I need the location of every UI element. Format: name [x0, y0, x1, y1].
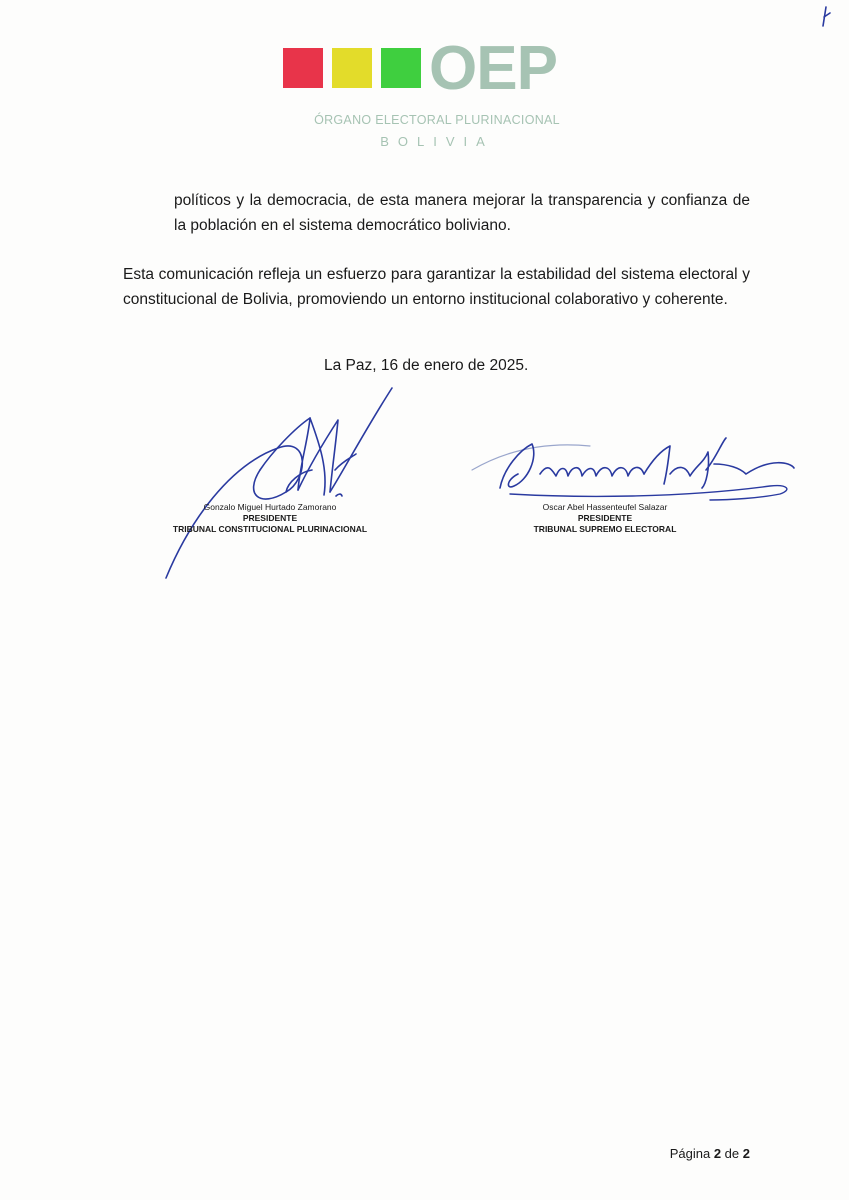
page-number	[640, 1146, 750, 1161]
page-total: 2	[742, 1146, 750, 1161]
logo-green-square	[381, 48, 421, 88]
left-signatory-block	[170, 502, 370, 535]
right-signatory-block	[505, 502, 705, 535]
page-label: Página	[669, 1146, 711, 1161]
oep-logo	[283, 34, 593, 154]
body-paragraph-2: Esta comunicación refleja un esfuerzo para garantizar la estabilidad del sistema electoral y constitucional de Bolivia, promoviendo un entorno institucional colaborativo y coherente.	[123, 266, 750, 308]
document-date: La Paz, 16 de enero de 2025.	[324, 357, 529, 374]
right-signatory-name: Oscar Abel Hassenteufel Salazar	[542, 502, 668, 512]
logo-country: BOLIVIA	[380, 134, 494, 149]
page-separator: de	[724, 1146, 740, 1161]
corner-ink-mark	[818, 4, 838, 30]
right-signatory-institution: TRIBUNAL SUPREMO ELECTORAL	[533, 524, 677, 534]
left-signature	[160, 370, 420, 585]
right-signature	[470, 428, 800, 508]
page-current: 2	[713, 1146, 722, 1161]
body-paragraph-1: políticos y la democracia, de esta manera mejorar la transparencia y confianza de la población en el sistema democrático boliviano.	[174, 192, 750, 234]
logo-yellow-square	[332, 48, 372, 88]
left-signatory-title: PRESIDENTE	[242, 513, 298, 523]
left-signatory-institution: TRIBUNAL CONSTITUCIONAL PLURINACIONAL	[172, 524, 368, 534]
logo-acronym: OEP	[429, 34, 557, 103]
logo-red-square	[283, 48, 323, 88]
left-signatory-name: Gonzalo Miguel Hurtado Zamorano	[203, 502, 337, 512]
logo-organization: ÓRGANO ELECTORAL PLURINACIONAL	[314, 113, 560, 127]
right-signatory-title: PRESIDENTE	[577, 513, 633, 523]
